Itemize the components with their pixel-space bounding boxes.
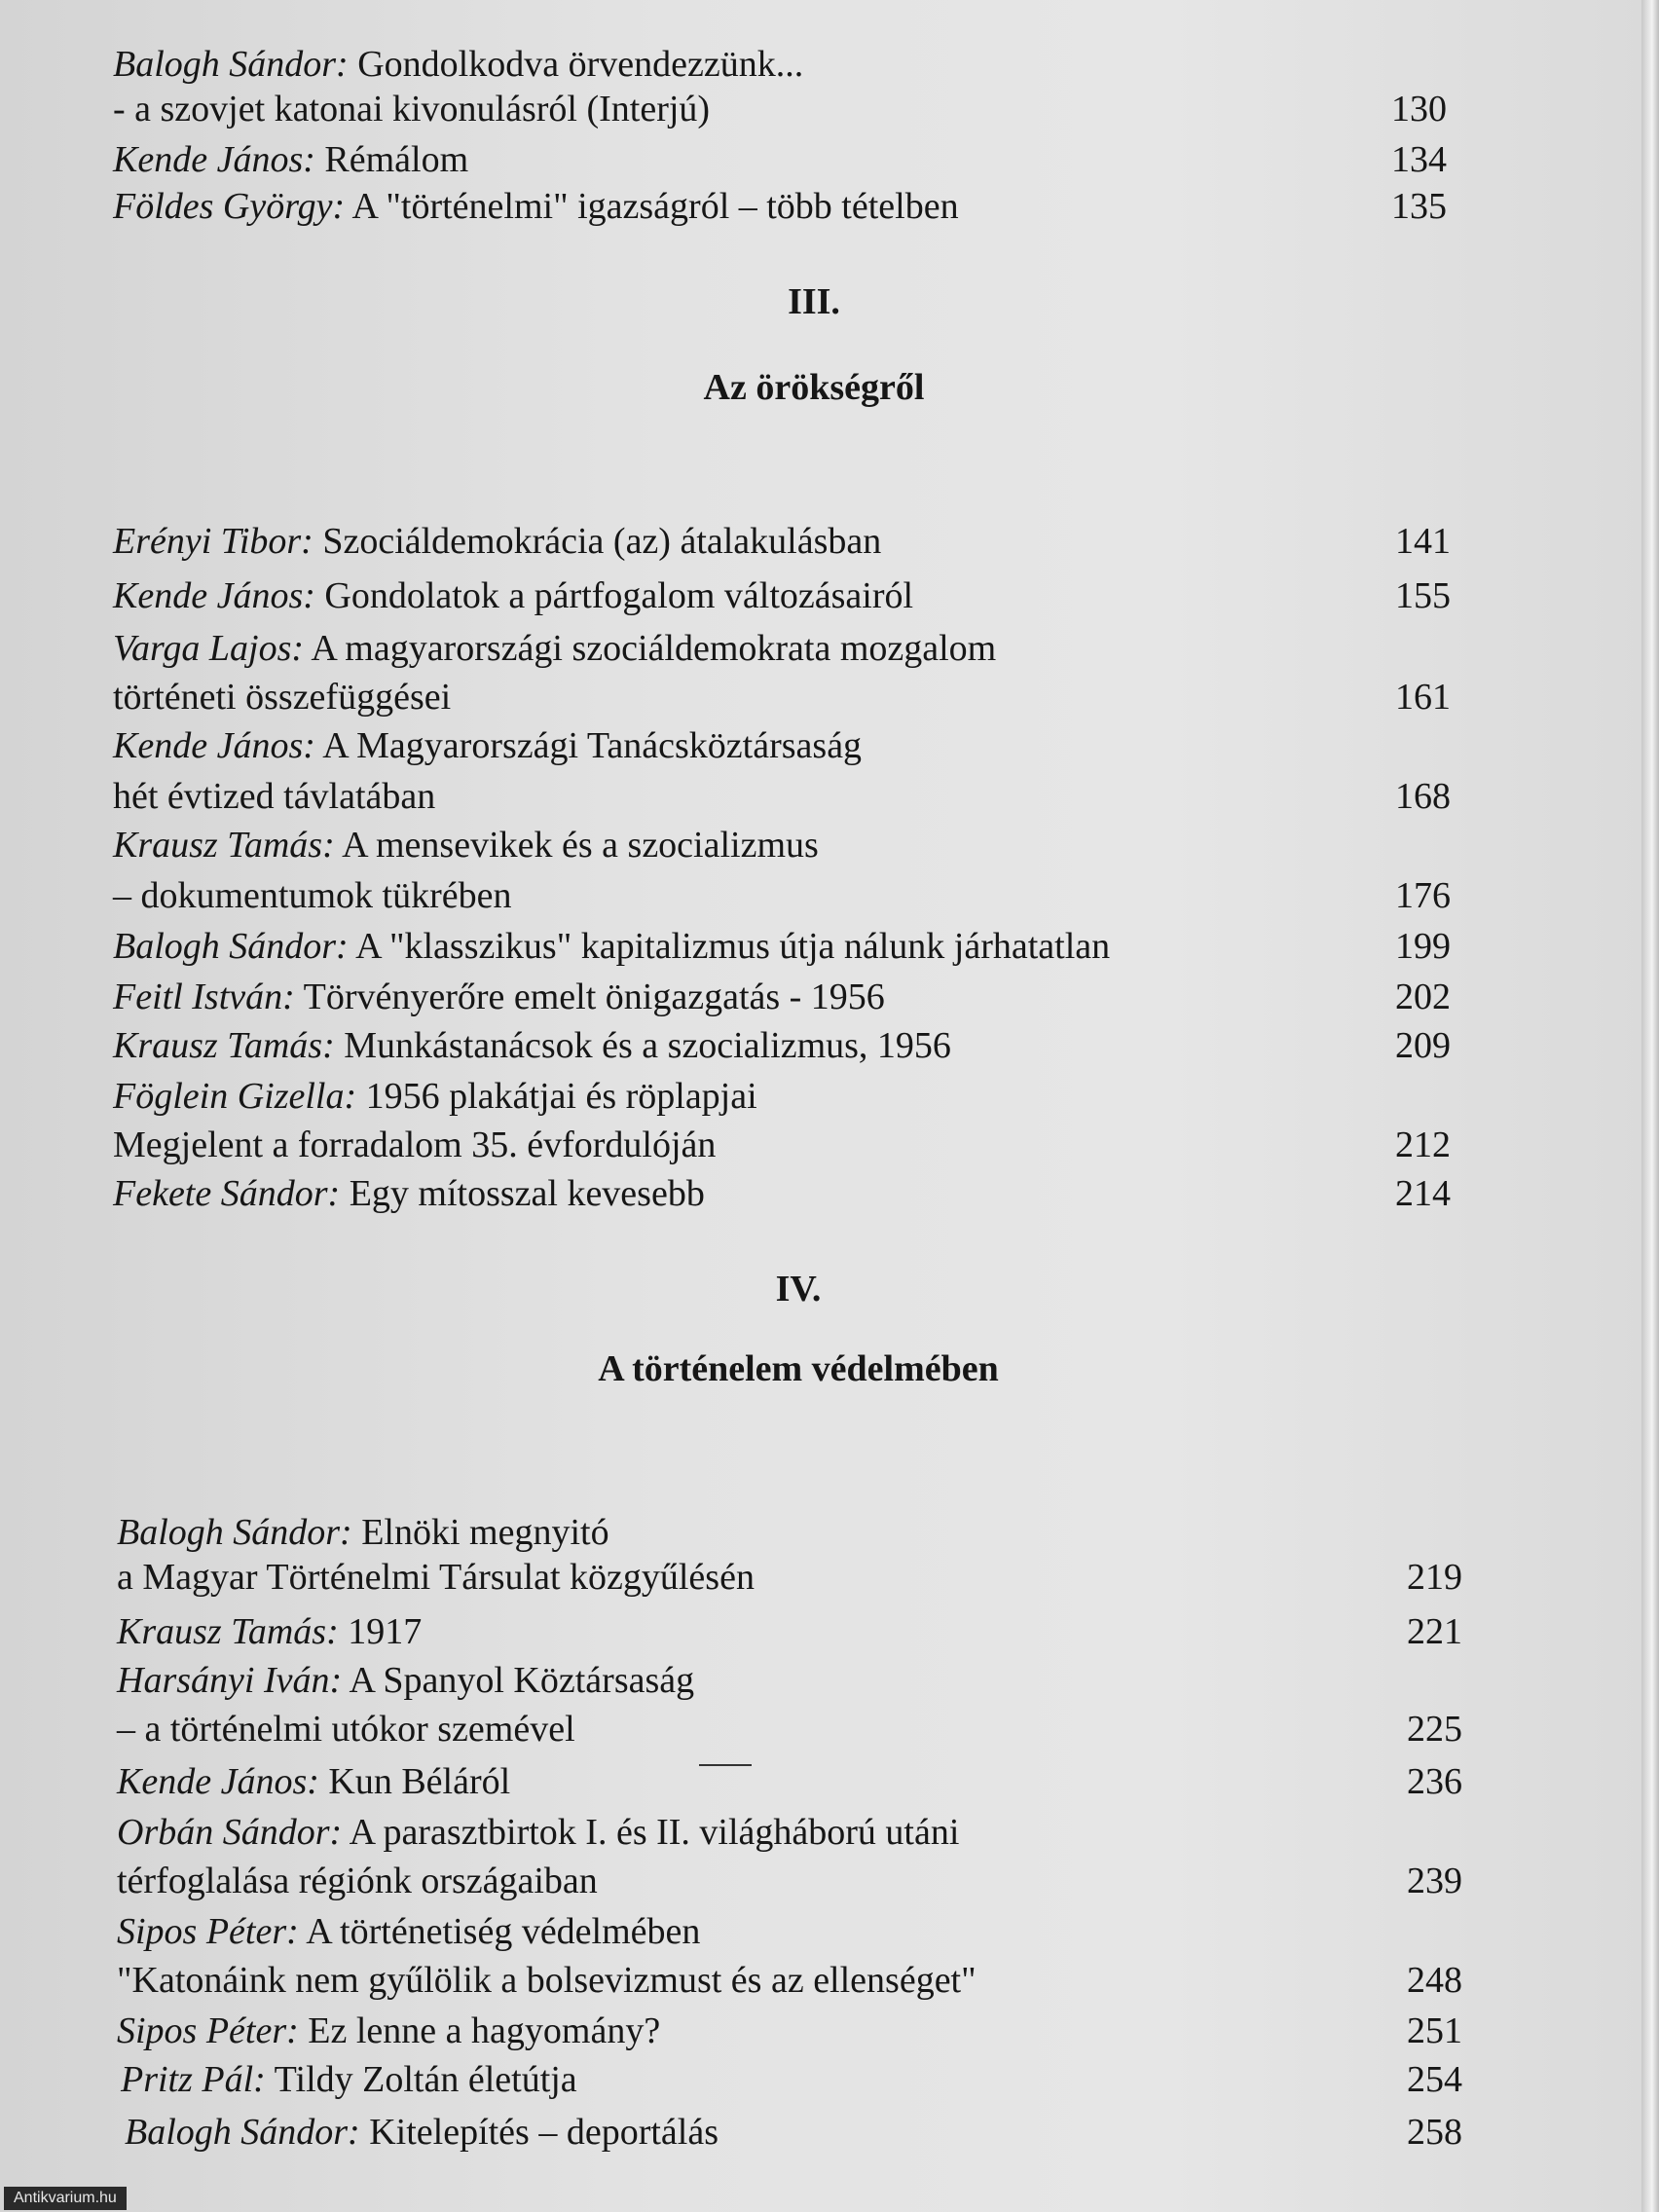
entry-page: 254	[1407, 2059, 1462, 2100]
toc-entry	[0, 1906, 1655, 1957]
entry-title: Szociáldemokrácia (az) átalakulásban	[322, 521, 882, 562]
entry-title: A "klasszikus" kapitalizmus útja nálunk járhatatlan	[355, 926, 1111, 967]
entry-author: Balogh Sándor:	[117, 1512, 352, 1553]
entry-page: 248	[1407, 1960, 1462, 2001]
toc-entry	[0, 972, 1655, 1022]
toc-entry	[0, 921, 1655, 972]
entry-page: 225	[1407, 1709, 1462, 1750]
toc-entry	[0, 771, 1655, 822]
toc-entry	[0, 1020, 1655, 1071]
toc-entry	[0, 1552, 1655, 1603]
entry-title: 1917	[348, 1611, 423, 1652]
entry-author: Kende János:	[113, 575, 315, 616]
toc-entry	[0, 84, 1655, 134]
entry-title: A mensevikek és a szocializmus	[342, 825, 819, 866]
section-title: A történelem védelmében	[598, 1348, 999, 1389]
entry-author: Krausz Tamás:	[113, 1025, 335, 1066]
entry-author: Kende János:	[117, 1761, 319, 1802]
entry-title: – a történelmi utókor szemével	[117, 1709, 575, 1750]
toc-entry	[0, 571, 1655, 621]
entry-page: 161	[1395, 677, 1451, 718]
section-title: Az örökségről	[703, 367, 925, 408]
entry-author: Föglein Gizella:	[113, 1076, 357, 1117]
entry-title: A "történelmi" igazságról – több tételben	[351, 186, 959, 227]
toc-entry	[0, 1807, 1655, 1858]
toc-entry	[0, 2054, 1655, 2105]
entry-title: hét évtized távlatában	[113, 776, 436, 817]
entry-title: A Spanyol Köztársaság	[349, 1660, 695, 1701]
entry-title: Kitelepítés – deportálás	[369, 2112, 719, 2153]
entry-author: Sipos Péter:	[117, 2010, 299, 2051]
entry-page: 258	[1407, 2112, 1462, 2153]
entry-title: Rémálom	[324, 139, 469, 180]
entry-author: Kende János:	[113, 139, 315, 180]
page-edge	[1641, 0, 1659, 2212]
entry-author: Fekete Sándor:	[113, 1173, 341, 1214]
entry-title: Gondolkodva örvendezzünk...	[357, 44, 804, 85]
entry-title: "Katonáink nem gyűlölik a bolsevizmust és az ellenséget"	[117, 1960, 977, 2001]
entry-title: Tildy Zoltán életútja	[274, 2059, 577, 2100]
entry-page: 212	[1395, 1124, 1451, 1165]
entry-page: 239	[1407, 1861, 1462, 1901]
entry-author: Orbán Sándor:	[117, 1812, 343, 1853]
toc-entry	[0, 870, 1655, 921]
entry-title: A magyarországi szociáldemokrata mozgalom	[311, 628, 997, 669]
entry-title: Gondolatok a pártfogalom változásairól	[324, 575, 914, 616]
entry-author: Sipos Péter:	[117, 1911, 299, 1952]
entry-page: 155	[1395, 575, 1451, 616]
entry-page: 202	[1395, 977, 1451, 1017]
toc-entry	[0, 181, 1655, 232]
entry-author: Feitl István:	[113, 977, 295, 1017]
entry-author: Pritz Pál:	[121, 2059, 266, 2100]
toc-entry	[0, 1655, 1655, 1706]
entry-author: Varga Lajos:	[113, 628, 305, 669]
entry-title: Megjelent a forradalom 35. évfordulóján	[113, 1124, 717, 1165]
watermark: Antikvarium.hu	[4, 2187, 127, 2210]
entry-title: Törvényerőre emelt önigazgatás - 1956	[303, 977, 885, 1017]
toc-entry	[0, 2107, 1655, 2157]
entry-author: Balogh Sándor:	[113, 926, 349, 967]
entry-page: 168	[1395, 776, 1451, 817]
toc-entry	[0, 672, 1655, 722]
entry-page: 236	[1407, 1761, 1462, 1802]
entry-title: Elnöki megnyitó	[361, 1512, 609, 1553]
toc-entry	[0, 1704, 1655, 1754]
toc-entry	[0, 1071, 1655, 1122]
toc-entry	[0, 1955, 1655, 2006]
entry-page: 251	[1407, 2010, 1462, 2051]
entry-title: A parasztbirtok I. és II. világháború utáni	[349, 1812, 960, 1853]
entry-title: A Magyarországi Tanácsköztársaság	[322, 725, 863, 766]
entry-author: Balogh Sándor:	[125, 2112, 360, 2153]
toc-entry	[0, 134, 1655, 185]
entry-title: a Magyar Történelmi Társulat közgyűlésén	[117, 1557, 755, 1598]
entry-title: Egy mítosszal kevesebb	[349, 1173, 705, 1214]
section-numeral: III.	[788, 281, 840, 322]
toc-entry	[0, 1168, 1655, 1219]
section-numeral: IV.	[775, 1269, 822, 1309]
entry-page: 130	[1391, 89, 1447, 129]
entry-page: 209	[1395, 1025, 1451, 1066]
toc-entry	[0, 1120, 1655, 1170]
entry-page: 199	[1395, 926, 1451, 967]
entry-page: 176	[1395, 875, 1451, 916]
toc-entry	[0, 820, 1655, 870]
entry-author: Krausz Tamás:	[113, 825, 335, 866]
entry-page: 214	[1395, 1173, 1451, 1214]
entry-title: Kun Béláról	[328, 1761, 511, 1802]
entry-title: – dokumentumok tükrében	[113, 875, 512, 916]
entry-page: 219	[1407, 1557, 1462, 1598]
stray-dash-mark	[699, 1764, 752, 1766]
toc-entry	[0, 1507, 1655, 1558]
toc-entry	[0, 1756, 1655, 1807]
entry-title: Munkástanácsok és a szocializmus, 1956	[344, 1025, 951, 1066]
toc-entry	[0, 516, 1655, 567]
toc-entry	[0, 1606, 1655, 1657]
entry-title: térfoglalása régiónk országaiban	[117, 1861, 598, 1901]
toc-entry	[0, 720, 1655, 771]
toc-entry	[0, 2006, 1655, 2056]
entry-page: 135	[1391, 186, 1447, 227]
toc-entry	[0, 1856, 1655, 1906]
entry-title: Ez lenne a hagyomány?	[308, 2010, 661, 2051]
entry-author: Balogh Sándor:	[113, 44, 349, 85]
entry-title: A történetiség védelmében	[306, 1911, 701, 1952]
entry-author: Erényi Tibor:	[113, 521, 313, 562]
entry-title: történeti összefüggései	[113, 677, 452, 718]
entry-title: 1956 plakátjai és röplapjai	[365, 1076, 757, 1117]
entry-author: Kende János:	[113, 725, 315, 766]
entry-page: 134	[1391, 139, 1447, 180]
entry-author: Harsányi Iván:	[117, 1660, 343, 1701]
toc-entry	[0, 623, 1655, 674]
entry-author: Krausz Tamás:	[117, 1611, 339, 1652]
toc-entry	[0, 39, 1655, 90]
entry-title: - a szovjet katonai kivonulásról (Interjú)	[113, 89, 711, 129]
entry-page: 141	[1395, 521, 1451, 562]
entry-page: 221	[1407, 1611, 1462, 1652]
entry-author: Földes György:	[113, 186, 346, 227]
